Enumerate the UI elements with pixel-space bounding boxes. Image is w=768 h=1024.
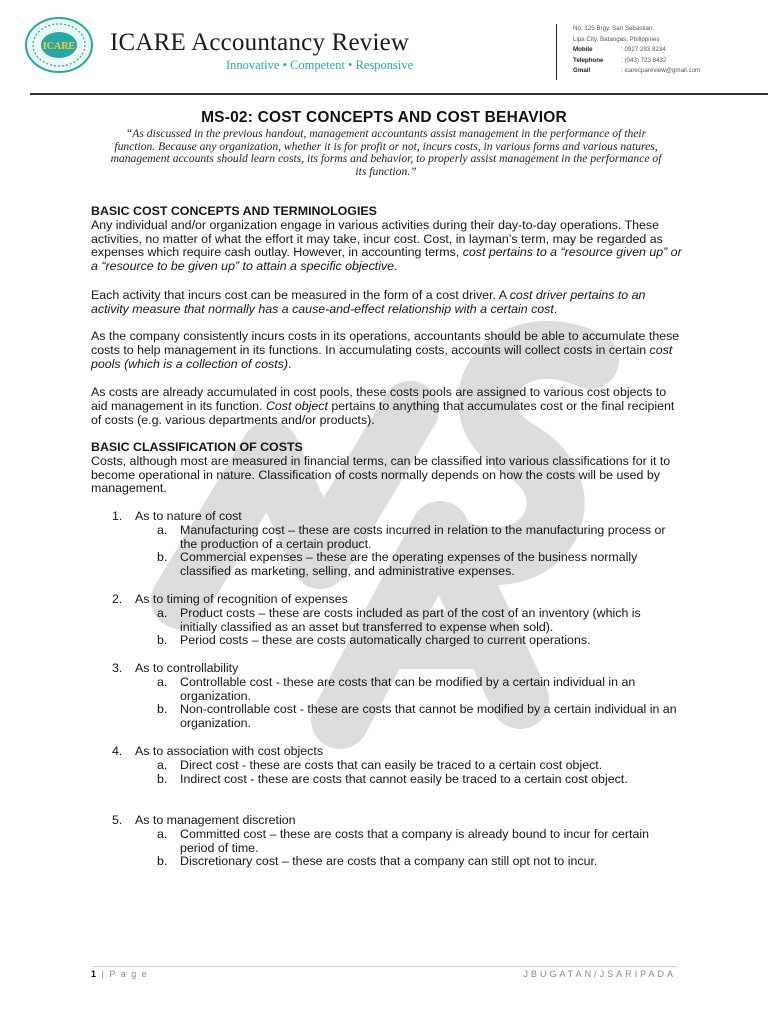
paragraph-cost-pools	[91, 330, 683, 371]
section-heading: BASIC CLASSIFICATION OF COSTS	[91, 440, 303, 454]
gmail-label: Gmail	[573, 67, 591, 75]
brand-tagline: Innovative • Competent • Responsive	[226, 58, 414, 72]
sub-text: Discretionary cost – these are costs that a company can still opt not to incur.	[180, 854, 598, 868]
gmail-row	[573, 66, 700, 77]
mobile-value: : 0927 283 8234	[621, 46, 666, 54]
paragraph-end: .	[287, 356, 292, 371]
paragraph-text: Any individual and/or organization engage in various activities during their day-to-day operations. These activities, no matter of what the effort it may take, incur cost. Cost, in layman’s term, may be regarded as expenses which require cash outlay. However, in accounting terms,	[91, 217, 663, 260]
letterhead	[0, 0, 768, 96]
page-label: | P a g e	[101, 969, 149, 979]
sub-text: Committed cost – these are costs that a company is already bound to incur for certain period of time.	[180, 827, 650, 855]
logo-text: ICARE	[42, 41, 76, 52]
paragraph: Costs, although most are measured in financial terms, can be classified into various classifications for it to become operational in nature. Classification of costs normally depends on how the costs will be used by management.	[91, 453, 671, 496]
section-basic-classification	[91, 441, 683, 496]
address-line-2: Lipa City, Batangas, Philippines	[573, 35, 660, 43]
paragraph-cost-object	[91, 386, 683, 427]
list-label: As to timing of recognition of expenses	[135, 592, 348, 606]
telephone-value: : (043) 723 8432	[621, 56, 667, 64]
paragraph	[91, 219, 683, 274]
sub-text: Manufacturing cost – these are costs incurred in relation to the manufacturing process or the production of a certain product.	[180, 523, 666, 551]
telephone-label: Telephone	[573, 56, 604, 64]
list-label: As to controllability	[135, 661, 239, 675]
paragraph-end: .	[394, 259, 398, 274]
contact-info	[573, 24, 700, 77]
telephone-row	[573, 56, 700, 67]
paragraph-end: pertains to anything that accumulates cost or the final recipient of costs (e.g. various departments and/or products).	[91, 398, 675, 427]
list-label: As to management discretion	[135, 813, 296, 827]
paragraph-text: As costs are already accumulated in cost pools, these costs pools are assigned to various cost objects to aid management in its function.	[91, 385, 667, 413]
gmail-value: : icarecpareview@gmail.com	[621, 67, 701, 75]
mobile-label: Mobile	[573, 46, 593, 54]
paragraph-emphasis: cost pertains to a “resource given up” or a “resource to be given up” to attain a specific objective	[91, 245, 682, 274]
sub-text: Commercial expenses – these are the operating expenses of the business normally classified as marketing, selling, and administrative expenses.	[180, 550, 638, 578]
sub-text: Indirect cost - these are costs that cannot easily be traced to a certain cost object.	[180, 772, 628, 786]
sub-letter: a.	[157, 827, 168, 841]
header-divider	[556, 24, 557, 80]
paragraph-text: Each activity that incurs cost can be measured in the form of a cost driver. A	[91, 288, 510, 302]
icare-logo	[24, 15, 94, 75]
header-rule	[30, 93, 768, 95]
section-basic-cost-concepts	[91, 205, 683, 274]
sub-text: Controllable cost - these are costs that can be modified by a certain individual in an organization.	[180, 675, 636, 703]
paragraph-emphasis: Cost object	[265, 398, 328, 413]
page-number-value: 1	[91, 969, 98, 979]
sub-text: Product costs – these are costs included as part of the cost of an inventory (which is initially classified as an asset but transferred to expense when sold).	[180, 606, 641, 634]
sub-letter: b.	[157, 633, 168, 647]
authors: JBUGATAN/JSARIPADA	[523, 969, 676, 979]
sub-letter: a.	[157, 606, 168, 620]
list-number: 5.	[112, 813, 123, 827]
list-label: As to association with cost objects	[135, 744, 324, 758]
sub-letter: a.	[157, 523, 168, 537]
sub-letter: b.	[157, 702, 168, 716]
sub-text: Period costs – these are costs automatically charged to current operations.	[180, 633, 591, 647]
mobile-row	[573, 45, 700, 56]
sub-letter: a.	[157, 758, 168, 772]
list-number: 1.	[112, 509, 123, 523]
sub-letter: b.	[157, 854, 168, 868]
intro-quote: “As discussed in the previous handout, management accountants assist management in the performance of their function. Because any organization, whether it is for profit or not, incurs costs, in various forms and various natures, management accounts should learn costs, its forms and behavior, to properly assist management in the performance of its function.”	[110, 127, 662, 178]
paragraph-emphasis: cost pools (which is a collection of costs)	[91, 342, 673, 371]
paragraph-emphasis: cost driver pertains to an activity measure that normally has a cause-and-effect relationship with a certain cost	[91, 288, 646, 316]
sub-text: Non-controllable cost - these are costs that cannot be modified by a certain individual in an organization.	[180, 702, 677, 730]
list-number: 4.	[112, 744, 123, 758]
section-heading: BASIC COST CONCEPTS AND TERMINOLOGIES	[91, 204, 377, 218]
brand-title: ICARE Accountancy Review	[110, 29, 410, 56]
footer-rule	[92, 966, 677, 967]
list-label: As to nature of cost	[135, 509, 242, 523]
page-number	[91, 969, 148, 979]
sub-letter: a.	[157, 675, 168, 689]
document-title: MS-02: COST CONCEPTS AND COST BEHAVIOR	[201, 109, 567, 126]
sub-letter: b.	[157, 550, 168, 564]
sub-text: Direct cost - these are costs that can easily be traced to a certain cost object.	[180, 758, 603, 772]
paragraph-cost-driver	[91, 289, 683, 317]
paragraph-end: .	[553, 301, 558, 316]
sub-letter: b.	[157, 772, 168, 786]
list-number: 2.	[112, 592, 123, 606]
paragraph-text: As the company consistently incurs costs in its operations, accountants should be able to accumulate these costs to help management in its functions. In accumulating costs, accounts will collect costs in certain	[91, 329, 680, 357]
address-line-1: No. 125 Brgy. San Sebastian,	[573, 25, 655, 32]
list-number: 3.	[112, 661, 123, 675]
